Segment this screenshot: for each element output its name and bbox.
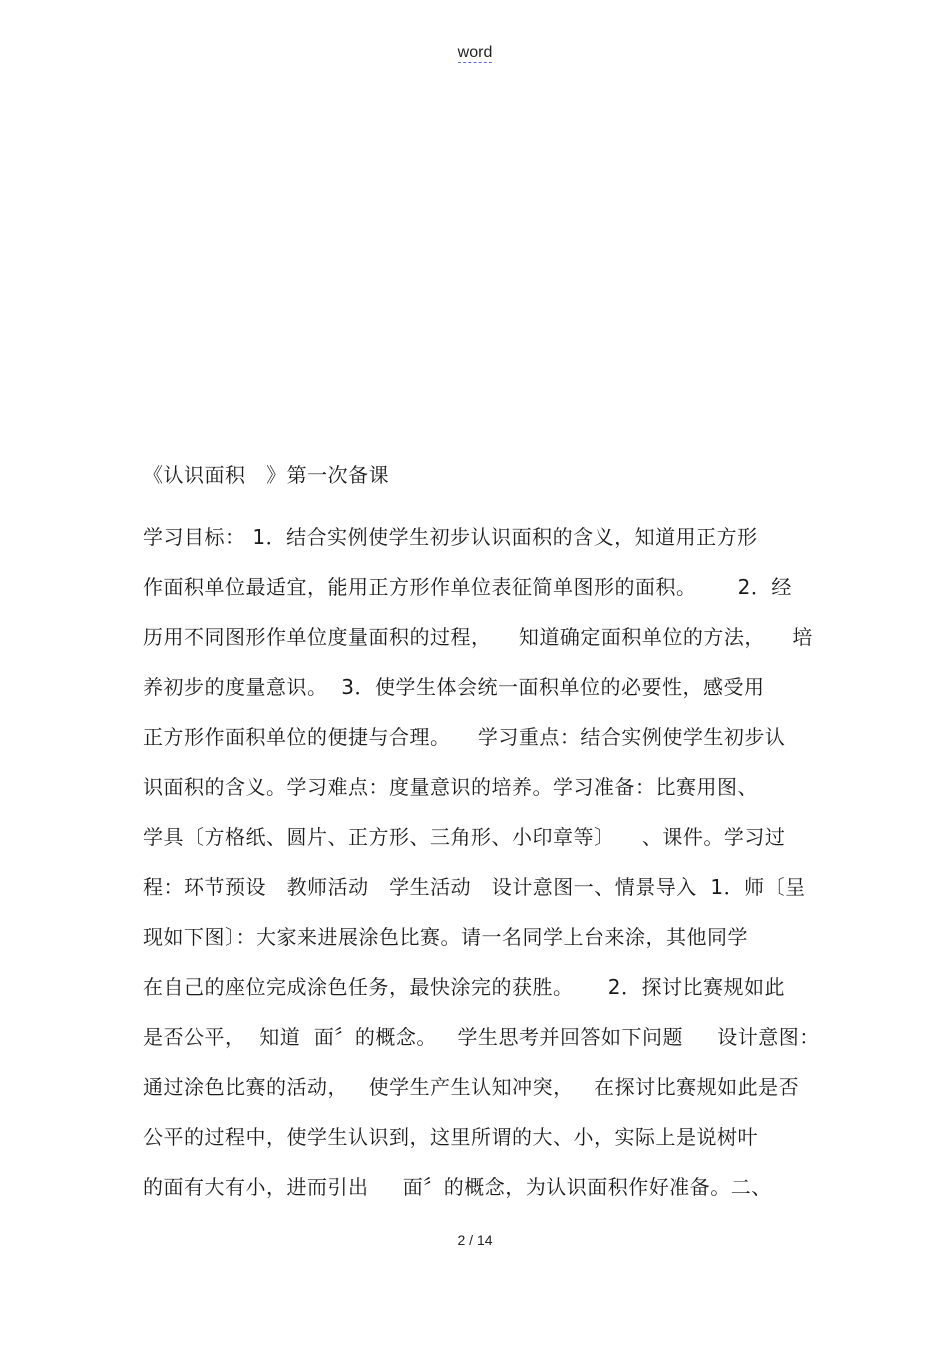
body-line: 的面有大有小，进而引出 面〞的概念，为认识面积作好准备。二、 (143, 1175, 772, 1199)
header-word-text: word (457, 44, 493, 61)
document-body (143, 522, 820, 1222)
body-line: 养初步的度量意识。 3．使学生体会统一面积单位的必要性，感受用 (143, 675, 765, 699)
body-line: 学具〔方格纸、圆片、正方形、三角形、小印章等〕 、课件。学习过 (143, 825, 786, 849)
body-line: 公平的过程中，使学生认识到，这里所谓的大、小，实际上是说树叶 (143, 1125, 758, 1149)
body-line: 识面积的含义。学习难点：度量意识的培养。学习准备：比赛用图、 (143, 775, 758, 799)
document-title: 《认识面积 》第一次备课 (143, 463, 390, 487)
body-line: 作面积单位最适宜，能用正方形作单位表征简单图形的面积。 2．经 (143, 575, 792, 599)
body-line: 是否公平， 知道 面〞的概念。 学生思考并回答如下问题 设计意图： (143, 1025, 820, 1049)
body-line: 学习目标： 1．结合实例使学生初步认识面积的含义，知道用正方形 (143, 525, 758, 549)
body-line: 在自己的座位完成涂色任务，最快涂完的获胜。 2．探讨比赛规如此 (143, 975, 786, 999)
header-word-label (0, 44, 950, 62)
body-line: 程：环节预设 教师活动 学生活动 设计意图一、情景导入 1．师〔呈 (143, 875, 806, 899)
body-line: 通过涂色比赛的活动， 使学生产生认知冲突， 在探讨比赛规如此是否 (143, 1075, 800, 1099)
body-line: 现如下图〕：大家来进展涂色比赛。请一名同学上台来涂，其他同学 (143, 925, 748, 949)
page-number: 2 / 14 (457, 1232, 493, 1248)
body-line: 历用不同图形作单位度量面积的过程， 知道确定面积单位的方法， 培 (143, 625, 813, 649)
body-line: 正方形作面积单位的便捷与合理。 学习重点：结合实例使学生初步认 (143, 725, 786, 749)
